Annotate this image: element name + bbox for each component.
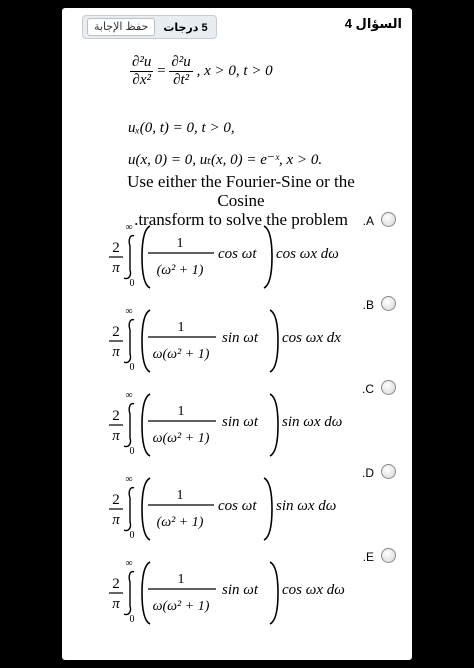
lower-limit: 0	[129, 446, 135, 457]
fraction-denominator: ω(ω² + 1)	[152, 599, 210, 614]
left-bracket	[142, 478, 150, 540]
fraction-denominator: ω(ω² + 1)	[152, 431, 210, 446]
option-label: .B	[362, 298, 374, 312]
coef-numerator: 2	[112, 240, 120, 256]
coef-numerator: 2	[112, 492, 120, 508]
lower-limit: 0	[129, 362, 135, 373]
answer-option[interactable]	[62, 466, 412, 552]
answer-option[interactable]	[62, 382, 412, 468]
option-formula	[62, 382, 372, 468]
option-radio[interactable]	[381, 212, 396, 227]
right-bracket	[270, 562, 278, 624]
left-bracket	[142, 226, 150, 288]
question-number: السؤال 4	[344, 16, 402, 31]
space-kernel: cos ωx dω	[276, 246, 339, 262]
coef-numerator: 2	[112, 408, 120, 424]
right-bracket	[264, 478, 272, 540]
option-radio[interactable]	[381, 548, 396, 563]
fraction-numerator: 1	[177, 572, 185, 587]
pde-rhs	[169, 54, 192, 89]
right-bracket	[264, 226, 272, 288]
option-radio[interactable]	[381, 380, 396, 395]
fraction-denominator: (ω² + 1)	[156, 263, 204, 278]
boundary-condition: uₓ(0, t) = 0, t > 0,	[128, 120, 235, 136]
space-kernel: sin ωx dω	[282, 414, 343, 430]
answer-option[interactable]	[62, 214, 412, 300]
prompt-line-2: .transform to solve the problem	[134, 210, 348, 229]
time-kernel: sin ωt	[222, 330, 259, 346]
fraction-numerator: 1	[176, 236, 184, 251]
fraction-denominator: ω(ω² + 1)	[152, 347, 210, 362]
pde-rhs-num: ∂²u	[171, 54, 191, 70]
integral-sign	[124, 488, 134, 531]
left-bracket	[142, 562, 150, 624]
lower-limit: 0	[129, 614, 135, 625]
option-label: .E	[362, 550, 374, 564]
right-bracket	[270, 394, 278, 456]
integral-sign	[124, 236, 134, 279]
space-kernel: sin ωx dω	[276, 498, 337, 514]
upper-limit: ∞	[125, 474, 133, 485]
option-formula	[62, 214, 372, 300]
pde-lhs-num: ∂²u	[132, 54, 152, 70]
initial-conditions: u(x, 0) = 0, uₜ(x, 0) = e⁻ˣ, x > 0.	[128, 152, 323, 168]
lower-limit: 0	[129, 530, 135, 541]
lower-limit: 0	[129, 278, 135, 289]
option-label: .D	[362, 466, 374, 480]
upper-limit: ∞	[125, 306, 133, 317]
coef-denominator: π	[112, 260, 120, 276]
coef-denominator: π	[112, 512, 120, 528]
left-bracket	[142, 310, 150, 372]
option-label: .C	[362, 382, 374, 396]
prompt-line-1: Use either the Fourier-Sine or the Cosine	[127, 172, 355, 210]
question-card	[62, 8, 412, 660]
points-value: 5 درجات	[163, 21, 208, 34]
fraction-numerator: 1	[176, 488, 184, 503]
space-kernel: cos ωx dx	[282, 330, 341, 346]
coef-numerator: 2	[112, 324, 120, 340]
upper-limit: ∞	[125, 222, 133, 233]
pde-conditions: , x > 0, t > 0	[196, 62, 273, 79]
coef-numerator: 2	[112, 576, 120, 592]
time-kernel: sin ωt	[222, 414, 259, 430]
integral-sign	[124, 320, 134, 363]
fraction-denominator: (ω² + 1)	[156, 515, 204, 530]
upper-limit: ∞	[125, 390, 133, 401]
points-pill	[82, 15, 217, 39]
option-radio[interactable]	[381, 464, 396, 479]
space-kernel: cos ωx dω	[282, 582, 345, 598]
option-formula	[62, 466, 372, 552]
pde-lhs-den: ∂x²	[132, 72, 151, 88]
time-kernel: cos ωt	[218, 246, 257, 262]
integral-sign	[124, 404, 134, 447]
option-formula	[62, 298, 372, 384]
option-radio[interactable]	[381, 296, 396, 311]
time-kernel: sin ωt	[222, 582, 259, 598]
pde-lhs	[130, 54, 153, 89]
answer-option[interactable]	[62, 298, 412, 384]
question-header	[62, 8, 412, 42]
coef-denominator: π	[112, 344, 120, 360]
option-formula	[62, 550, 372, 636]
fraction-numerator: 1	[177, 404, 185, 419]
coef-denominator: π	[112, 428, 120, 444]
pde-rhs-den: ∂t²	[173, 72, 190, 88]
pde-equation: $\frac{\text{∂²u}}{\text{∂x²}}$ = $\frac{\text{∂²u}}{\text{∂t²}}$ , x > 0, t > 0	[132, 54, 273, 88]
fraction-numerator: 1	[177, 320, 185, 335]
save-answer-button[interactable]: حفظ الإجابة	[87, 18, 155, 36]
coef-denominator: π	[112, 596, 120, 612]
answer-option[interactable]	[62, 550, 412, 636]
time-kernel: cos ωt	[218, 498, 257, 514]
upper-limit: ∞	[125, 558, 133, 569]
integral-sign	[124, 572, 134, 615]
option-label: .A	[362, 214, 374, 228]
left-bracket	[142, 394, 150, 456]
right-bracket	[270, 310, 278, 372]
